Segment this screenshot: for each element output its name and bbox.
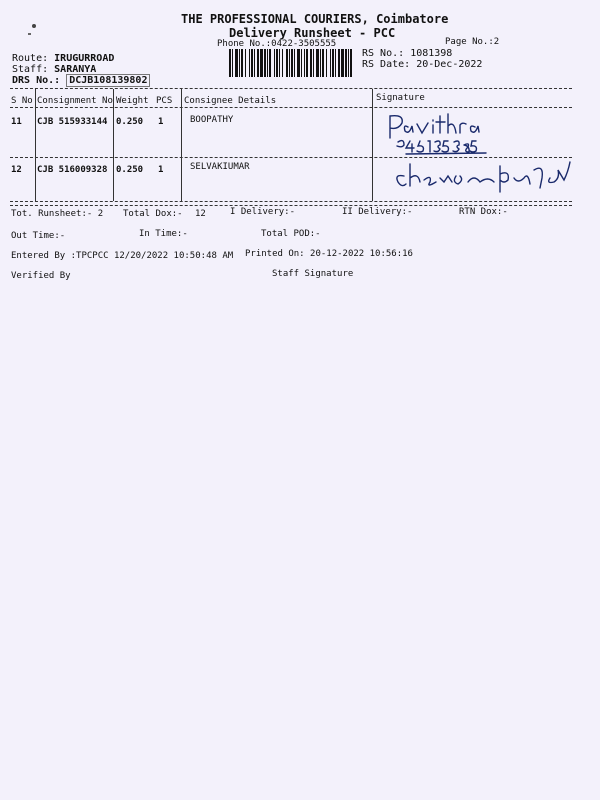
- ii-delivery: II Delivery:-: [342, 207, 413, 217]
- table-bottom-border: [10, 201, 572, 202]
- rs-number-field: [362, 48, 452, 59]
- out-time: Out Time:-: [11, 231, 66, 241]
- staff-signature: Staff Signature: [272, 269, 354, 279]
- phone-number: Phone No.:0422-3505555: [217, 39, 337, 49]
- row-weight: 0.250: [116, 165, 144, 175]
- header-signature: Signature: [376, 93, 425, 103]
- header-pcs: PCS: [156, 96, 173, 106]
- col-divider: [181, 89, 182, 201]
- rs-number-value: 1081398: [410, 48, 453, 59]
- staff-value: SARANYA: [54, 64, 97, 75]
- rs-date-value: 20-Dec-2022: [416, 59, 483, 70]
- col-divider: [113, 89, 114, 201]
- drs-field: [12, 75, 150, 86]
- scan-speck: [32, 24, 36, 28]
- route-value: IRUGURROAD: [54, 53, 115, 64]
- printed-on: Printed On: 20-12-2022 10:56:16: [245, 249, 413, 259]
- header-weight: Weight: [116, 96, 149, 106]
- total-dox-label: Total Dox:-: [123, 209, 183, 219]
- handwritten-signature: [378, 108, 568, 156]
- row-sno: 11: [11, 117, 22, 127]
- header-sno: S No: [11, 96, 33, 106]
- in-time: In Time:-: [139, 229, 188, 239]
- row-sno: 12: [11, 165, 22, 175]
- company-name: THE PROFESSIONAL COURIERS, Coimbatore: [181, 12, 449, 26]
- route-field: [12, 53, 114, 64]
- route-label: Route:: [12, 53, 49, 64]
- drs-label: DRS No.:: [12, 75, 61, 86]
- rtn-dox: RTN Dox:-: [459, 207, 508, 217]
- col-divider: [372, 89, 373, 201]
- total-runsheet: Tot. Runsheet:- 2: [11, 209, 104, 219]
- entered-by: Entered By :TPCPCC 12/20/2022 10:50:48 AM: [11, 251, 234, 261]
- header-consignee: Consignee Details: [184, 96, 277, 106]
- row-weight: 0.250: [116, 117, 144, 127]
- document-title: Delivery Runsheet - PCC: [229, 26, 396, 40]
- total-dox-value: 12: [195, 209, 206, 219]
- rs-date-field: [362, 59, 482, 70]
- header-consignment: Consignment No: [37, 96, 113, 106]
- table-top-border: [10, 88, 572, 89]
- drs-value: DCJB108139802: [66, 74, 150, 87]
- page-number: Page No.:2: [445, 37, 500, 47]
- total-pod: Total POD:-: [261, 229, 321, 239]
- scan-speck: [28, 33, 31, 35]
- handwritten-signature: [390, 158, 580, 200]
- row-consignment: CJB 516009328: [37, 165, 108, 175]
- row-consignment: CJB 515933144: [37, 117, 108, 127]
- rs-date-label: RS Date:: [362, 59, 411, 70]
- row-pcs: 1: [158, 117, 164, 127]
- rs-number-label: RS No.:: [362, 48, 405, 59]
- barcode: [229, 49, 355, 77]
- row-consignee: BOOPATHY: [190, 115, 234, 125]
- staff-label: Staff:: [12, 64, 49, 75]
- i-delivery: I Delivery:-: [230, 207, 296, 217]
- verified-by: Verified By: [11, 271, 71, 281]
- table-bottom-border-2: [10, 205, 572, 206]
- row-pcs: 1: [158, 165, 164, 175]
- row-consignee: SELVAKIUMAR: [190, 162, 250, 172]
- col-divider: [35, 89, 36, 201]
